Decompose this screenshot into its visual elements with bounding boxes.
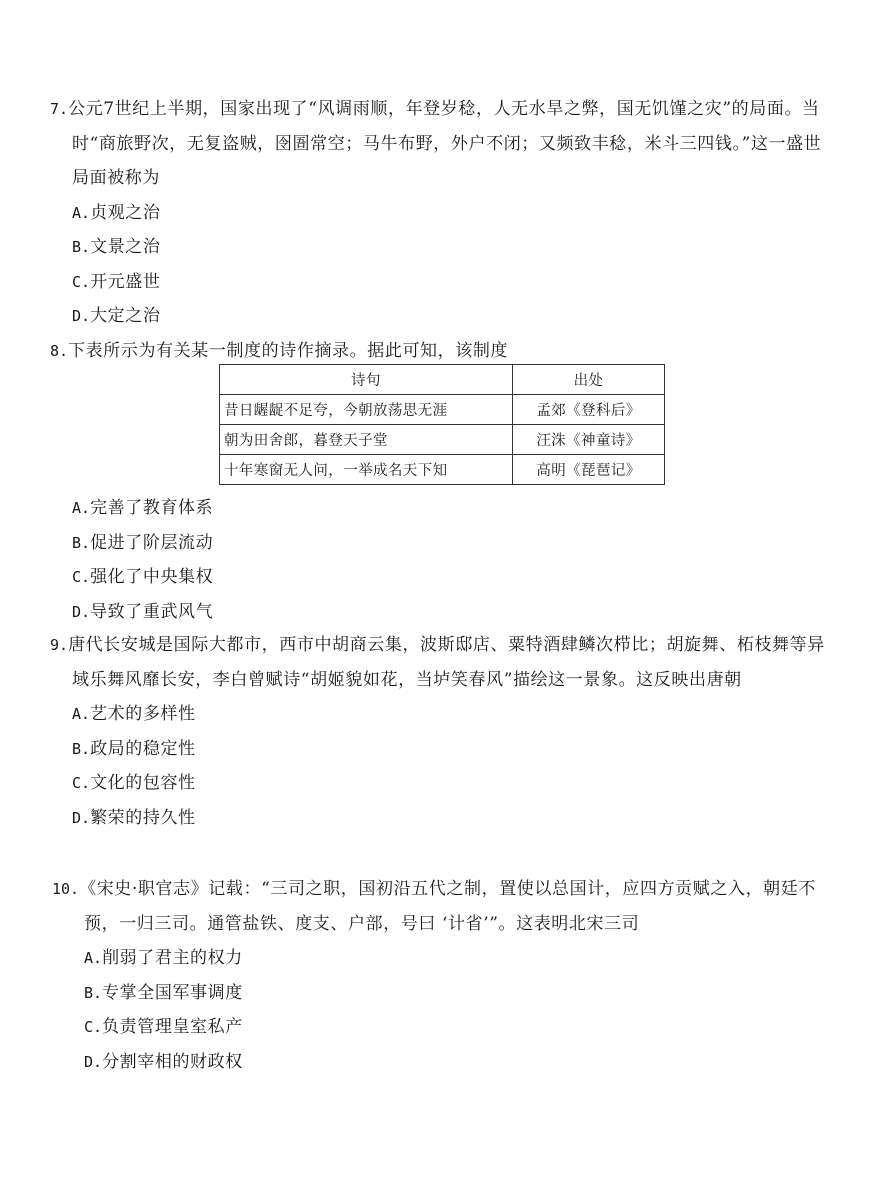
option-text: 文景之治 <box>90 237 161 257</box>
option-d[interactable] <box>72 801 825 836</box>
option-letter: C. <box>72 568 91 586</box>
poem-table <box>219 364 665 485</box>
option-text: 艺术的多样性 <box>90 704 196 724</box>
option-b[interactable] <box>72 526 825 561</box>
question-8-options <box>50 491 825 629</box>
options-list <box>50 697 825 835</box>
table-header-source: 出处 <box>513 365 665 395</box>
question-text: 公元7世纪上半期，国家出现了“风调雨顺，年登岁稔，人无水旱之弊，国无饥馑之灾”的局面。当时“商旅野次，无复盗贼，囹圄常空；马牛布野，外户不闭；又频致丰稔，米斗三四钱。”这一盛世局面被称为 <box>68 99 822 188</box>
question-text: 唐代长安城是国际大都市，西市中胡商云集，波斯邸店、粟特酒肆鳞次栉比；胡旋舞、柘枝舞等异域乐舞风靡长安，李白曾赋诗“胡姬貌如花，当垆笑春风”描绘这一景象。这反映出唐朝 <box>68 635 825 690</box>
option-b[interactable] <box>84 976 827 1011</box>
table-row <box>220 395 665 425</box>
option-text: 大定之治 <box>90 306 161 326</box>
option-letter: D. <box>72 602 91 621</box>
option-text: 贞观之治 <box>90 202 161 223</box>
question-number: 9. <box>50 636 69 654</box>
option-a[interactable] <box>72 697 825 732</box>
option-b[interactable] <box>72 732 825 767</box>
question-stem <box>50 628 825 697</box>
option-text: 分割宰相的财政权 <box>102 1051 243 1072</box>
option-letter: C. <box>72 774 91 792</box>
question-text: 下表所示为有关某一制度的诗作摘录。据此可知，该制度 <box>68 341 509 361</box>
question-text: 《宋史·职官志》记载：“三司之职，国初沿五代之制，置使以总国计，应四方贡赋之入，朝廷不预，一归三司。通管盐铁、度支、户部，号曰 ‘计省’”。这表明北宋三司 <box>79 879 816 934</box>
option-a[interactable] <box>72 491 825 526</box>
option-text: 促进了阶层流动 <box>90 532 214 553</box>
option-letter: B. <box>72 238 91 256</box>
option-text: 导致了重武风气 <box>90 601 214 622</box>
option-a[interactable] <box>72 196 825 231</box>
option-text: 政局的稳定性 <box>90 738 196 759</box>
option-letter: A. <box>84 949 103 967</box>
question-number: 10. <box>52 880 80 898</box>
option-text: 强化了中央集权 <box>90 567 214 587</box>
option-letter: D. <box>72 307 91 325</box>
option-letter: C. <box>72 272 91 291</box>
option-c[interactable] <box>72 766 825 801</box>
option-text: 完善了教育体系 <box>90 498 214 518</box>
option-d[interactable] <box>72 299 825 334</box>
question-number: 7. <box>50 100 69 118</box>
option-letter: B. <box>84 983 103 1002</box>
option-letter: D. <box>72 808 91 827</box>
option-a[interactable] <box>84 941 827 976</box>
option-d[interactable] <box>84 1045 827 1080</box>
option-text: 负责管理皇室私产 <box>102 1017 243 1037</box>
option-letter: C. <box>84 1018 103 1036</box>
question-stem <box>50 92 825 196</box>
option-c[interactable] <box>84 1010 827 1045</box>
table-cell-source: 孟郊《登科后》 <box>513 395 665 425</box>
question-10 <box>52 872 827 1079</box>
question-9 <box>50 628 825 835</box>
question-number: 8. <box>50 342 69 360</box>
table-cell-verse: 朝为田舍郎，暮登天子堂 <box>220 425 513 455</box>
question-7 <box>50 92 825 334</box>
option-letter: A. <box>72 499 91 517</box>
table-cell-source: 汪洙《神童诗》 <box>513 425 665 455</box>
option-letter: D. <box>84 1052 103 1071</box>
table-header-row <box>220 365 665 395</box>
options-list <box>50 196 825 334</box>
table-cell-verse: 十年寒窗无人问，一举成名天下知 <box>220 455 513 485</box>
table-header-verse: 诗句 <box>220 365 513 395</box>
option-c[interactable] <box>72 560 825 595</box>
option-text: 文化的包容性 <box>90 773 196 793</box>
option-c[interactable] <box>72 265 825 300</box>
option-d[interactable] <box>72 595 825 630</box>
table-cell-source: 高明《琵琶记》 <box>513 455 665 485</box>
table-row <box>220 425 665 455</box>
question-stem <box>52 872 827 941</box>
option-text: 削弱了君主的权力 <box>102 948 243 968</box>
option-letter: A. <box>72 203 91 222</box>
option-letter: A. <box>72 705 91 723</box>
option-b[interactable] <box>72 230 825 265</box>
table-row <box>220 455 665 485</box>
option-text: 专掌全国军事调度 <box>102 982 243 1003</box>
options-list <box>50 491 825 629</box>
option-text: 开元盛世 <box>90 271 161 292</box>
option-letter: B. <box>72 739 91 758</box>
option-letter: B. <box>72 533 91 552</box>
option-text: 繁荣的持久性 <box>90 807 196 828</box>
table-cell-verse: 昔日龌龊不足夸，今朝放荡思无涯 <box>220 395 513 425</box>
options-list <box>52 941 827 1079</box>
